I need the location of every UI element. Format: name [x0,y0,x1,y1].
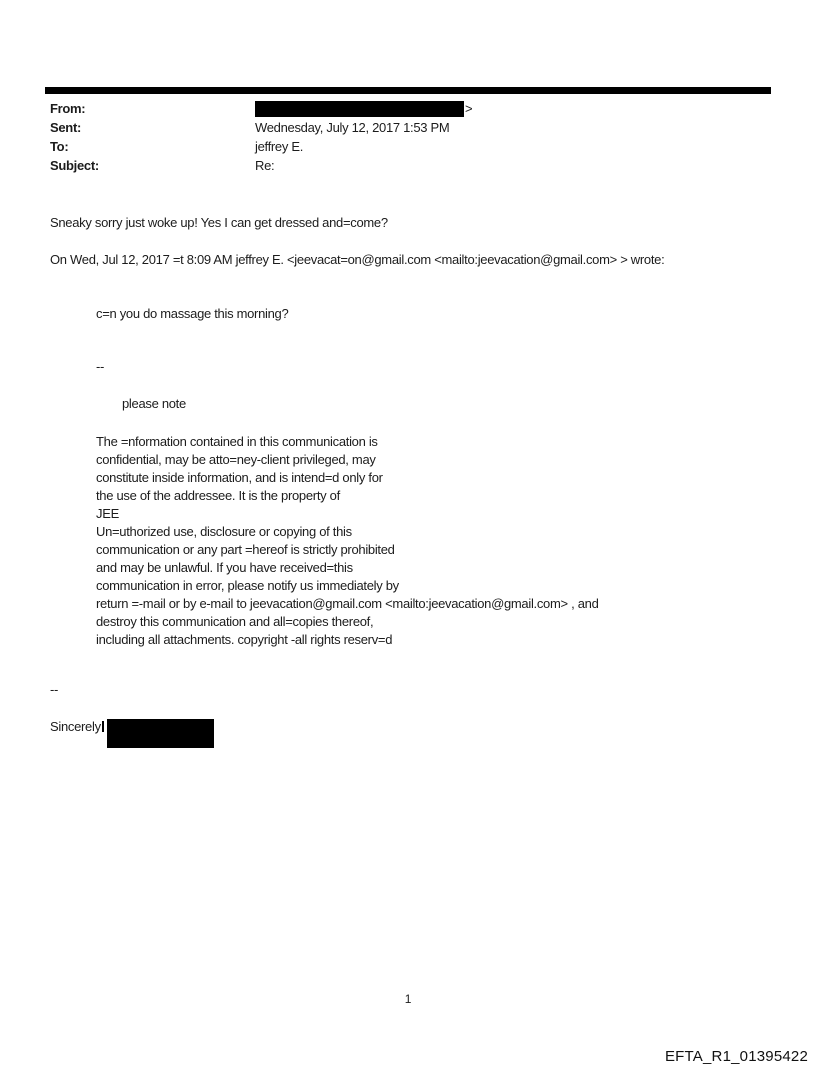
from-label: From: [50,101,86,116]
header-row-from [50,99,472,118]
reply-text: Sneaky sorry just woke up! Yes I can get dressed and=come? [50,215,388,230]
disclaimer-line: and may be unlawful. If you have received=this [96,560,353,575]
partial-character-mark [102,721,104,732]
header-row-sent [50,118,472,137]
closing-text: Sincerely [50,719,101,734]
bates-number: EFTA_R1_01395422 [664,1048,808,1065]
to-label: To: [50,139,69,154]
disclaimer-line: confidential, may be atto=ney-client privileged, may [96,452,376,467]
disclaimer-line: including all attachments. copyright -all rights reserv=d [96,632,393,647]
disclaimer-block [96,433,599,649]
header-row-to [50,137,472,156]
disclaimer-line: destroy this communication and all=copies thereof, [96,614,374,629]
sent-label: Sent: [50,120,82,135]
disclaimer-line: JEE [96,506,119,521]
quoted-message: c=n you do massage this morning? [96,306,289,321]
note-heading: please note [122,396,186,411]
subject-label: Subject: [50,158,99,173]
redaction-box-signature [107,719,214,748]
disclaimer-line: Un=uthorized use, disclosure or copying of this [96,524,352,539]
header-row-subject [50,156,472,175]
signature-separator-2: -- [50,682,59,697]
disclaimer-line: communication in error, please notify us immediately by [96,578,399,593]
signature-separator-1: -- [96,359,105,374]
from-value [255,99,472,118]
quote-attribution: On Wed, Jul 12, 2017 =t 8:09 AM jeffrey E. <jeevacat=on@gmail.com <mailto:jeevacation@gmail.com> > wrote: [50,252,665,267]
page-number: 1 [404,992,412,1006]
subject-value: Re: [255,158,275,173]
from-suffix: > [465,101,473,116]
sent-value: Wednesday, July 12, 2017 1:53 PM [255,120,450,135]
disclaimer-line: communication or any part =hereof is strictly prohibited [96,542,395,557]
closing-line [50,718,250,750]
email-header [50,99,472,175]
header-divider-rule [45,87,771,94]
disclaimer-line: return =-mail or by e-mail to jeevacation@gmail.com <mailto:jeevacation@gmail.com> , and [96,596,599,611]
redaction-box-from [255,101,464,117]
disclaimer-line: constitute inside information, and is intend=d only for [96,470,383,485]
to-value: jeffrey E. [255,139,304,154]
disclaimer-line: The =nformation contained in this communication is [96,434,378,449]
disclaimer-line: the use of the addressee. It is the property of [96,488,340,503]
